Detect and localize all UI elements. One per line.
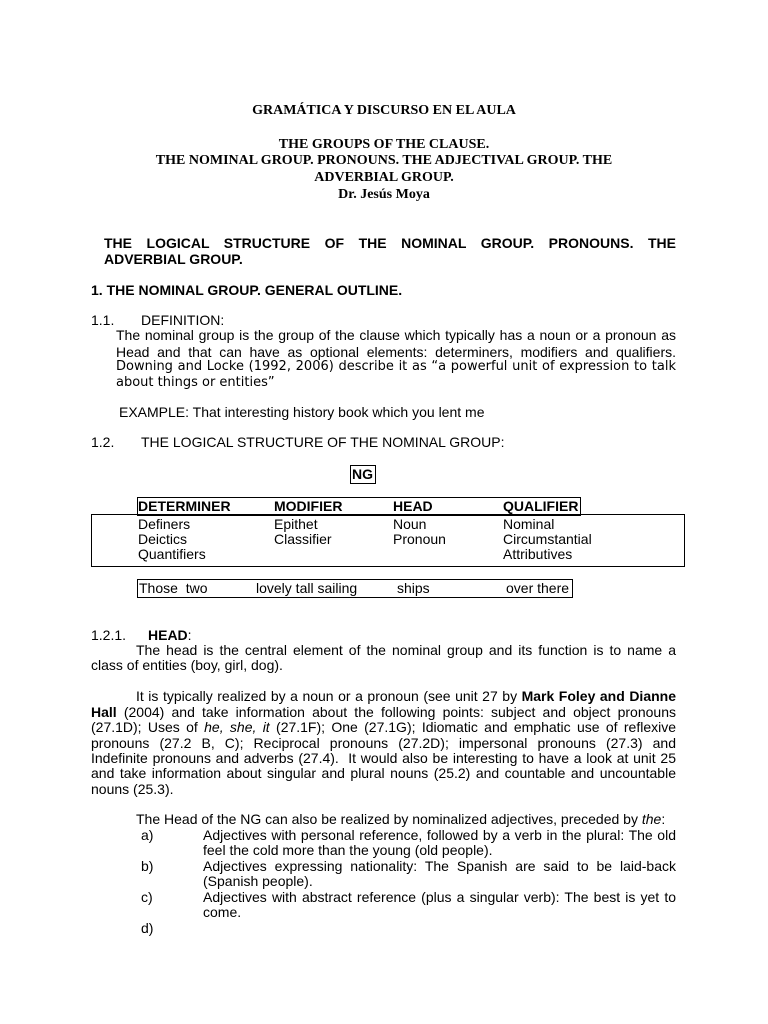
table-cell: Epithet (274, 516, 318, 532)
head-paragraph-1-line-1: The head is the central element of the nominal group and its function is to name a (136, 642, 676, 658)
table-cell: Circumstantial (503, 531, 592, 547)
table-cell: Definers (138, 516, 191, 532)
definition-text-line-3: Downing and Locke (1992, 2006) describe it as “a powerful unit of expression to talk (116, 359, 676, 374)
document-author: Dr. Jesús Moya (338, 187, 430, 202)
head-section-label: HEAD (148, 627, 188, 643)
list-item-b-line-1: Adjectives expressing nationality: The Spanish are said to be laid-back (203, 858, 676, 874)
document-subtitle-3: ADVERBIAL GROUP. (314, 170, 454, 185)
ng-label: NG (352, 466, 373, 482)
list-item-c-line-2: come. (203, 904, 242, 920)
pronouns-italic: he, she, it (204, 719, 270, 735)
document-subtitle-1: THE GROUPS OF THE CLAUSE. (278, 137, 490, 152)
table-header-modifier: MODIFIER (274, 498, 343, 514)
table-cell: Classifier (274, 531, 332, 547)
author-reference: Mark Foley and Dianne (521, 688, 676, 704)
head-paragraph-2-line-4: pronouns (27.2 B, C); Reciprocal pronouns (27.2D); impersonal pronouns (27.3) and (91, 735, 676, 751)
logical-structure-label: THE LOGICAL STRUCTURE OF THE NOMINAL GROUP: (141, 434, 505, 450)
head-paragraph-2-line-1: It is typically realized by a noun or a pronoun (see unit 27 by Mark Foley and Dianne (136, 688, 676, 704)
logical-structure-number: 1.2. (91, 434, 115, 450)
table-cell: Nominal (503, 516, 555, 532)
definition-number: 1.1. (91, 312, 115, 328)
table-cell: Quantifiers (138, 546, 206, 562)
document-subtitle-2: THE NOMINAL GROUP. PRONOUNS. THE ADJECTIVAL GROUP. THE (155, 153, 613, 168)
head-paragraph-2-line-2: Hall (2004) and take information about the following points: subject and object pronouns (91, 704, 676, 720)
section-title-line-1: THE LOGICAL STRUCTURE OF THE NOMINAL GROUP. PRONOUNS. THE (104, 235, 676, 251)
author-reference-hall: Hall (91, 704, 117, 720)
table-cell: Noun (393, 516, 427, 532)
definition-example: EXAMPLE: That interesting history book which you lent me (119, 404, 485, 420)
table-example-head: ships (397, 580, 430, 596)
head-section-heading (148, 627, 192, 643)
table-example-modifier: lovely tall sailing (256, 580, 358, 596)
definition-text-line-4: about things or entities” (116, 375, 275, 390)
list-item-a-marker: a) (141, 827, 154, 843)
list-item-c-marker: c) (141, 889, 153, 905)
table-example-qualifier: over there (506, 580, 570, 596)
document-title: GRAMÁTICA Y DISCURSO EN EL AULA (252, 103, 516, 118)
section-title-line-2: ADVERBIAL GROUP. (104, 251, 243, 267)
table-cell: Deictics (138, 531, 188, 547)
list-item-b-marker: b) (141, 858, 154, 874)
head-paragraph-2-line-6: and take information about singular and plural nouns (25.2) and countable and uncountable (91, 765, 676, 781)
definition-text-line-1: The nominal group is the group of the clause which typically has a noun or a pronoun as (116, 327, 676, 343)
table-header-determiner: DETERMINER (138, 498, 231, 514)
table-cell: Attributives (503, 546, 573, 562)
head-paragraph-2-line-3: (27.1D); Uses of he, she, it (27.1F); One (27.1G); Idiomatic and emphatic use of reflexive (91, 719, 676, 735)
table-header-qualifier: QUALIFIER (503, 498, 579, 514)
table-header-head: HEAD (393, 498, 433, 514)
table-cell: Pronoun (393, 531, 446, 547)
table-example-determiner: Those two (139, 580, 208, 596)
head-section-colon: : (187, 627, 192, 643)
list-item-a-line-1: Adjectives with personal reference, followed by a verb in the plural: The old (203, 827, 676, 843)
list-item-a-line-2: feel the cold more than the young (old people). (203, 842, 493, 858)
definition-label: DEFINITION: (141, 312, 225, 328)
heading-nominal-group-outline: 1. THE NOMINAL GROUP. GENERAL OUTLINE. (91, 282, 403, 298)
definition-text-line-2: Head and that can have as optional elements: determiners, modifiers and qualifiers. (116, 344, 676, 360)
list-item-b-line-2: (Spanish people). (203, 873, 313, 889)
article-italic: the (641, 811, 662, 827)
list-item-d-marker: d) (141, 920, 154, 936)
list-item-c-line-1: Adjectives with abstract reference (plus a singular verb): The best is yet to (203, 889, 676, 905)
head-section-number: 1.2.1. (91, 627, 127, 643)
head-paragraph-1-line-2: class of entities (boy, girl, dog). (91, 657, 283, 673)
head-paragraph-3: The Head of the NG can also be realized by nominalized adjectives, preceded by the: (136, 811, 666, 827)
head-paragraph-2-line-7: nouns (25.3). (91, 781, 174, 797)
head-paragraph-2-line-5: Indefinite pronouns and adverbs (27.4). It would also be interesting to have a look at unit 25 (91, 750, 676, 766)
